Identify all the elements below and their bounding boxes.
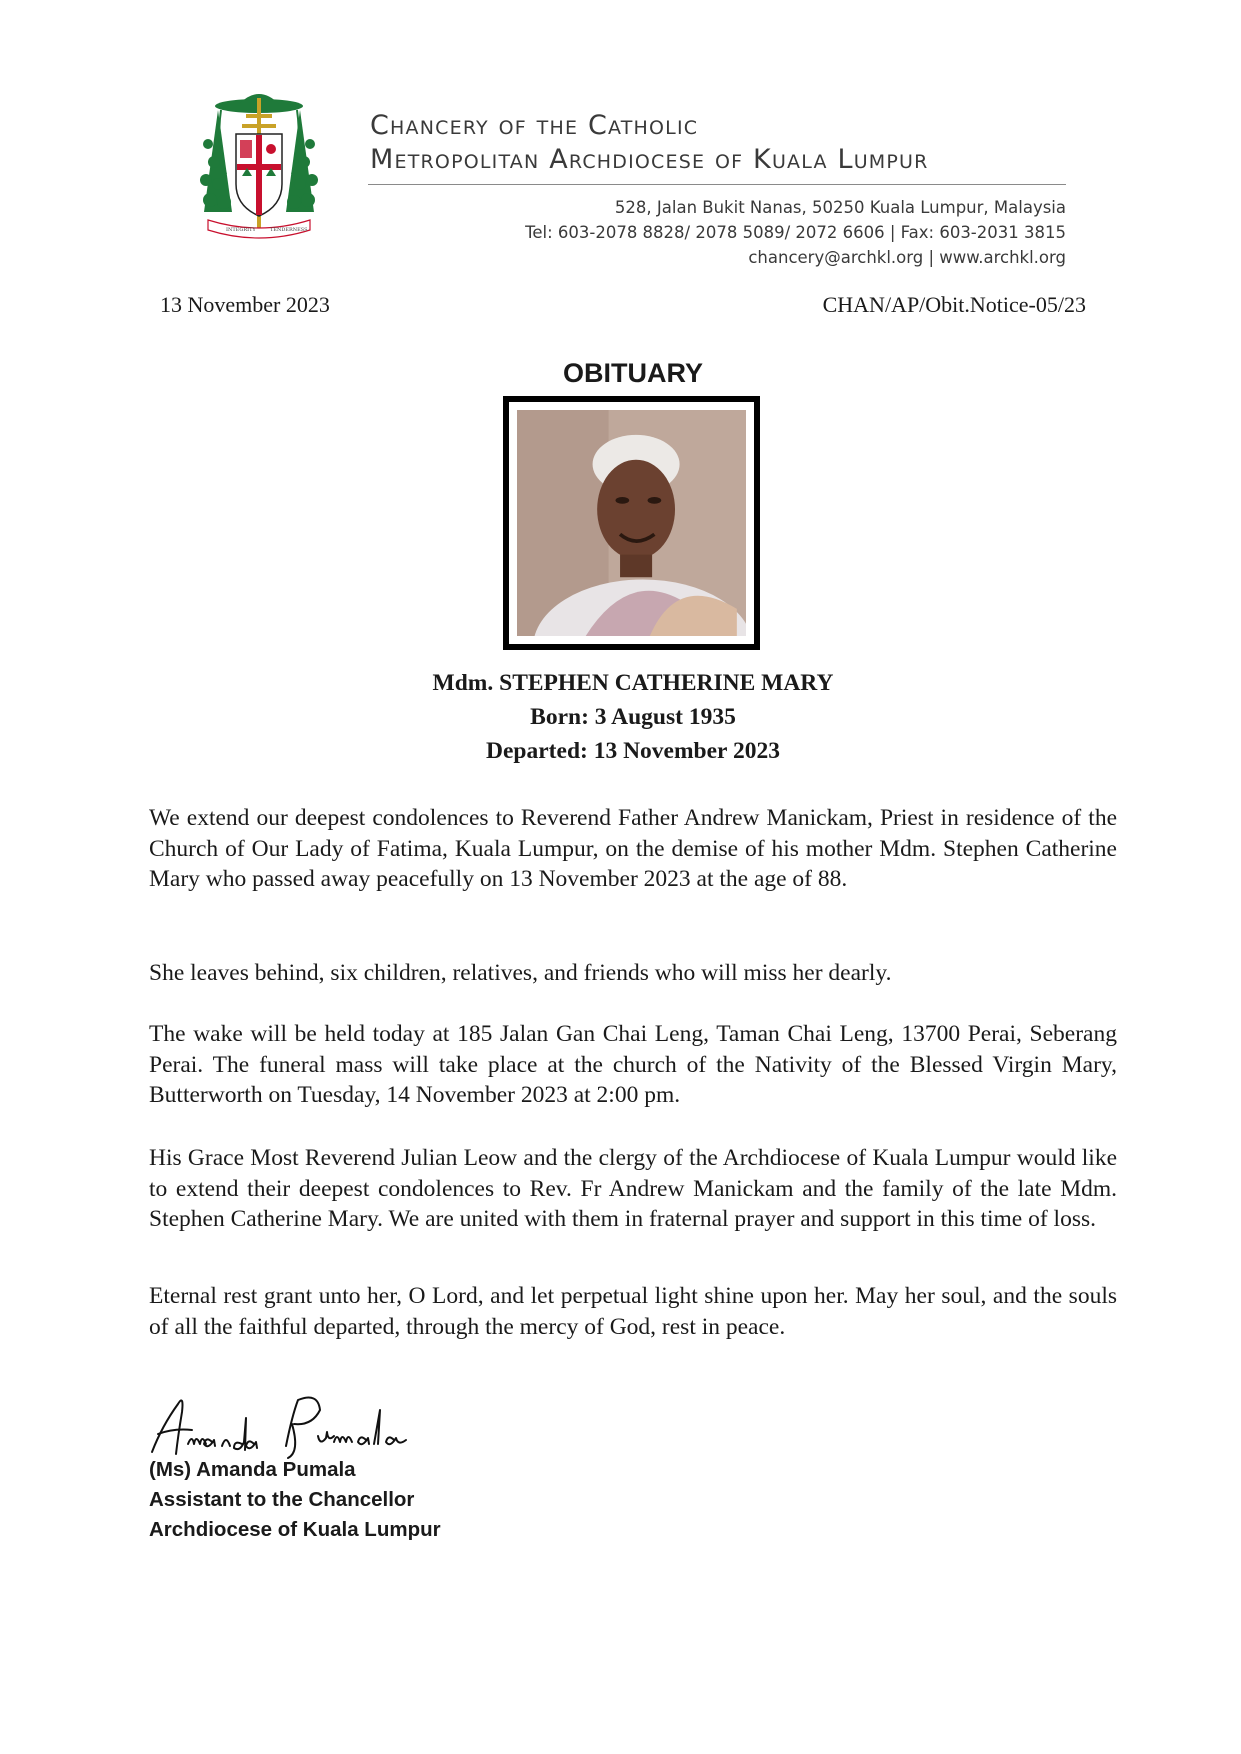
prayer-paragraph: Eternal rest grant unto her, O Lord, and let perpetual light shine upon her. May her soul, and the souls of all the faithful departed, through the mercy of God, rest in peace. bbox=[149, 1283, 1117, 1340]
portrait-photo bbox=[517, 410, 746, 636]
svg-text:TENDERNESS: TENDERNESS bbox=[270, 227, 308, 233]
svg-text:INTEGRITY: INTEGRITY bbox=[226, 227, 256, 233]
letterhead-name-line2: Metropolitan Archdiocese of Kuala Lumpur bbox=[370, 144, 929, 175]
handwritten-signature bbox=[148, 1386, 428, 1460]
clergy-condolence-paragraph: His Grace Most Reverend Julian Leow and the clergy of the Archdiocese of Kuala Lumpur would like to extend their deepest condolences to Rev. Fr Andrew Manickam and the family of the late Mdm. Stephen Catherine Mary. We are united with them in fraternal prayer and support in this time of loss. bbox=[149, 1145, 1117, 1232]
funeral-arrangements-paragraph: The wake will be held today at 185 Jalan Gan Chai Leng, Taman Chai Leng, 13700 Perai, Seberang Perai. The funeral mass will take place at the church of the Nativity of the Blessed Virgin Mary, Butterworth on Tuesday, 14 November 2023 at 2:00 pm. bbox=[149, 1021, 1117, 1108]
letterhead-address: 528, Jalan Bukit Nanas, 50250 Kuala Lumpur, Malaysia bbox=[614, 198, 1066, 217]
reference-number: CHAN/AP/Obit.Notice-05/23 bbox=[822, 292, 1086, 317]
condolence-paragraph: We extend our deepest condolences to Reverend Father Andrew Manickam, Priest in residence of the Church of Our Lady of Fatima, Kuala Lumpur, on the demise of his mother Mdm. Stephen Catherine Mary who passed away peacefully on 13 November 2023 at the age of 88. bbox=[149, 805, 1117, 892]
obituary-heading: OBITUARY bbox=[563, 358, 703, 388]
departure-date: Departed: 13 November 2023 bbox=[486, 738, 780, 764]
letterhead-phone-fax: Tel: 603-2078 8828/ 2078 5089/ 2072 6606 | Fax: 603-2031 3815 bbox=[525, 223, 1066, 242]
survivors-paragraph: She leaves behind, six children, relatives, and friends who will miss her dearly. bbox=[149, 960, 892, 986]
letterhead-email-website: chancery@archkl.org | www.archkl.org bbox=[748, 248, 1066, 267]
letterhead-divider bbox=[368, 184, 1066, 185]
signatory-organization: Archdiocese of Kuala Lumpur bbox=[149, 1518, 441, 1541]
deceased-name: Mdm. STEPHEN CATHERINE MARY bbox=[432, 670, 834, 696]
letterhead-name-line1: Chancery of the Catholic bbox=[370, 110, 699, 141]
signatory-name: (Ms) Amanda Pumala bbox=[149, 1458, 356, 1481]
letter-date: 13 November 2023 bbox=[160, 292, 330, 317]
birth-date: Born: 3 August 1935 bbox=[530, 704, 736, 730]
signatory-title: Assistant to the Chancellor bbox=[149, 1488, 415, 1511]
archdiocese-crest-logo bbox=[196, 84, 322, 250]
portrait-frame bbox=[503, 396, 760, 650]
